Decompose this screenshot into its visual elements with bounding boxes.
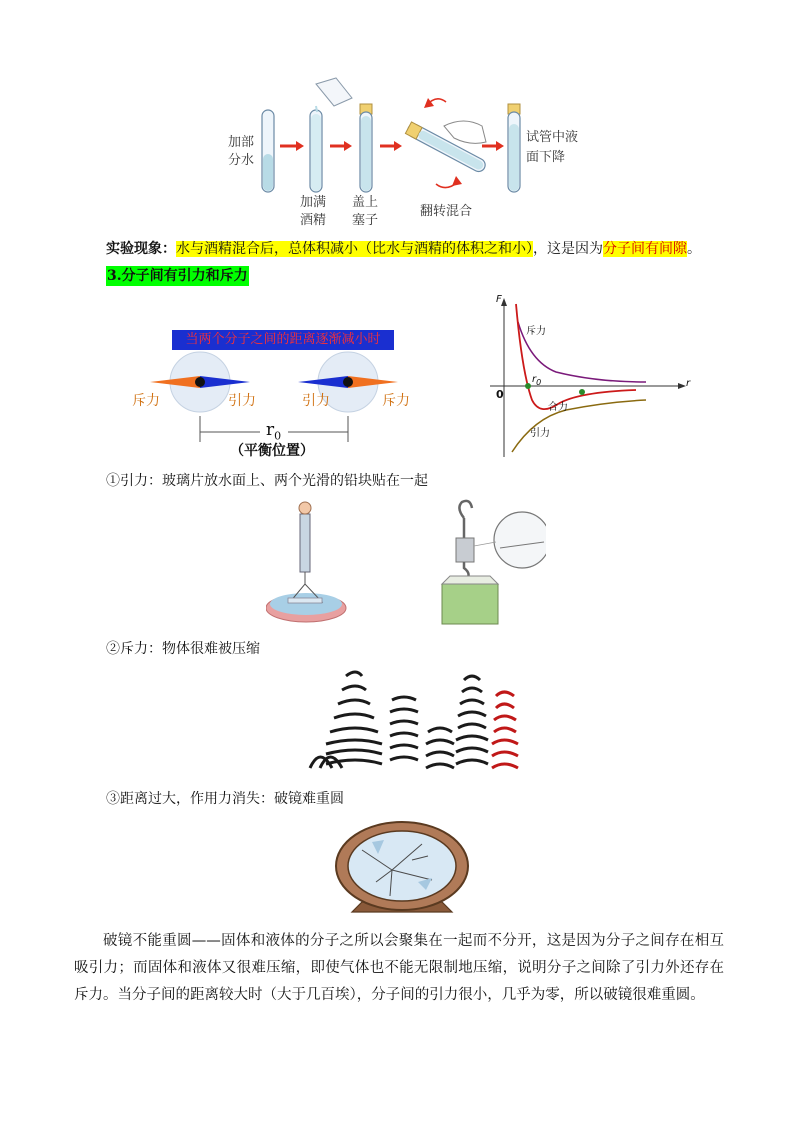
section-heading-3: 3.分子间有引力和斥力 xyxy=(107,268,248,284)
test-tube-5 xyxy=(508,104,520,192)
result-highlight-volume: 水与酒精混合后，总体积减小（比水与酒精的体积之和小） xyxy=(176,241,533,257)
attraction-curve-label: 引力 xyxy=(530,428,550,439)
repulsion-curve-label: 斥力 xyxy=(526,326,546,337)
graph-r0-label: $r_0$ xyxy=(532,374,542,387)
result-highlight-gap: 分子间有间隙 xyxy=(603,241,687,257)
left-repulsion-label: 斥力 xyxy=(132,393,160,409)
axis-f-label: F xyxy=(496,294,502,305)
right-attraction-label: 引力 xyxy=(302,393,330,409)
step2-label: 加满 酒精 xyxy=(300,195,327,228)
item-broken-mirror: ③距离过大，作用力消失：破镜难重圆 xyxy=(106,791,344,807)
result-middle-text: ，这是因为 xyxy=(533,241,603,257)
force-distance-graph xyxy=(486,292,696,462)
figure-springs xyxy=(306,664,530,774)
axis-r-label: r xyxy=(686,378,691,389)
result-end: 。 xyxy=(687,241,701,257)
distance-banner: 当两个分子之间的距离逐渐减小时 xyxy=(172,330,394,350)
springs-illustration xyxy=(306,664,530,774)
balance-position-label: （平衡位置） xyxy=(230,443,314,459)
item-attraction: ①引力：玻璃片放水面上、两个光滑的铅块贴在一起 xyxy=(106,473,428,489)
step4-label: 翻转混合 xyxy=(420,204,473,219)
r0-label: $r_0$ xyxy=(266,420,282,443)
step5-label: 试管中液 面下降 xyxy=(526,130,579,165)
figure-attraction-examples xyxy=(266,498,546,630)
origin-label: 0 xyxy=(496,388,504,401)
result-label: 实验现象： xyxy=(106,241,176,257)
test-tube-1 xyxy=(262,110,274,192)
body-paragraph: 破镜不能重圆——固体和液体的分子之所以会聚集在一起而不分开，这是因为分子之间存在相互吸引力；而固体和液体又很难压缩，即使气体也不能无限制地压缩，说明分子之间除了引力外还存在斥力。当分子间的距离较大时（大于几百埃），分子间的引力很小，几乎为零，所以破镜很难重圆。 xyxy=(74,933,724,1003)
step3-label: 盖上 塞子 xyxy=(352,195,379,228)
left-attraction-label: 引力 xyxy=(228,393,256,409)
figure-molecule-forces xyxy=(120,326,420,466)
figure-force-graph xyxy=(486,292,696,462)
figure-broken-mirror xyxy=(332,820,472,920)
item-repulsion: ②斥力：物体很难被压缩 xyxy=(106,641,260,657)
experiment-result-line xyxy=(106,236,701,262)
test-tube-3 xyxy=(360,104,372,192)
right-repulsion-label: 斥力 xyxy=(382,393,410,409)
figure-tube-experiment xyxy=(224,76,594,234)
broken-mirror-illustration xyxy=(332,820,472,920)
attraction-examples-illustration xyxy=(266,498,546,630)
step1-label: 加部 分水 xyxy=(228,135,255,168)
net-force-curve-label: 合力 xyxy=(548,402,568,413)
